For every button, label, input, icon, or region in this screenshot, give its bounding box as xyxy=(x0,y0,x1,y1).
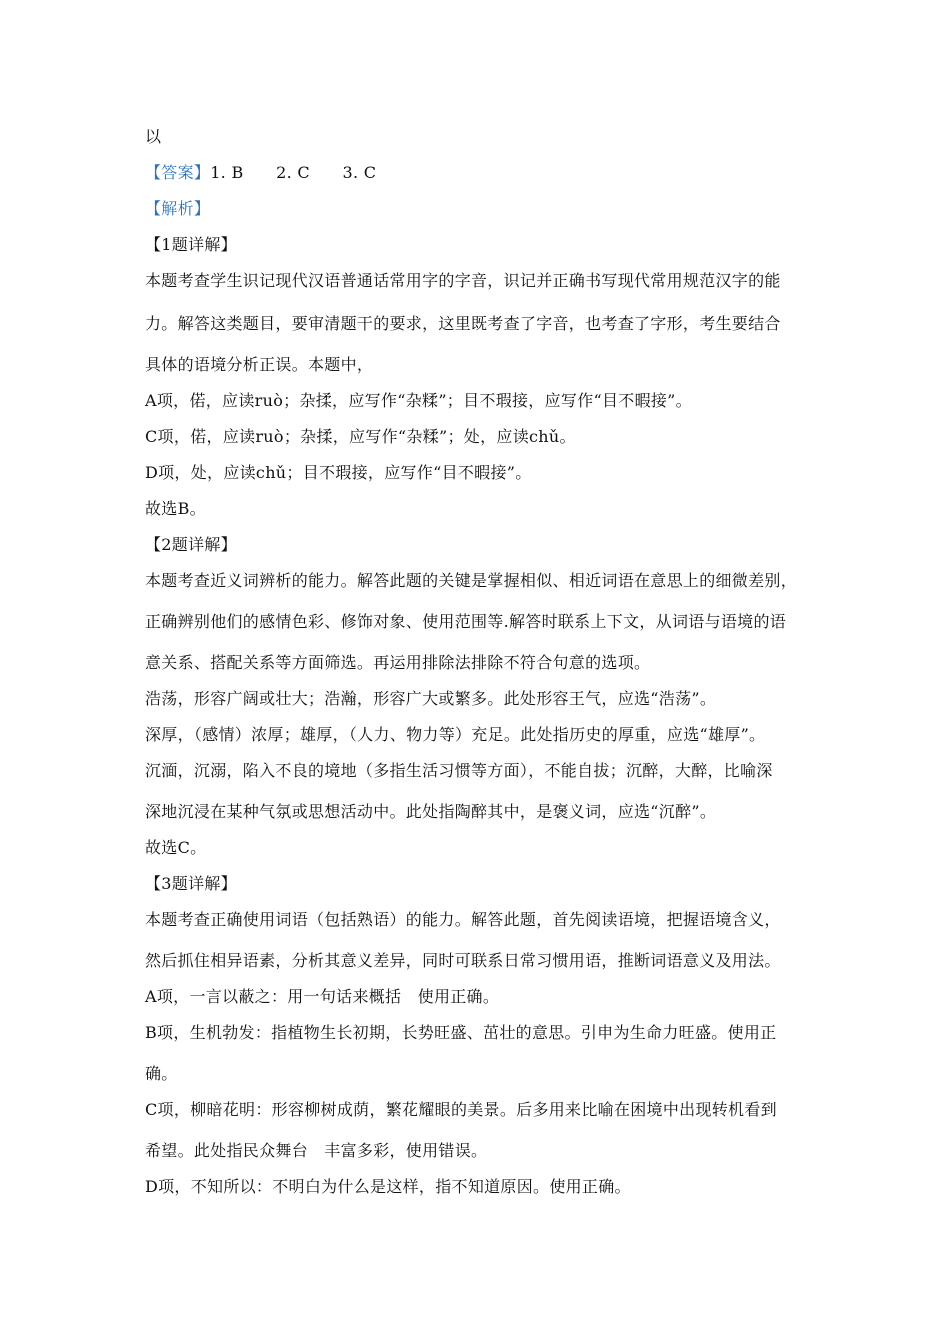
q1-paragraph-line: 力。解答这类题目，要审清题干的要求，这里既考查了字音，也考查了字形，考生要结合 xyxy=(145,314,781,333)
q3-option-a: A项，一言以蔽之：用一句话来概括 使用正确。 xyxy=(145,987,500,1006)
answer-line xyxy=(145,163,376,183)
answer-label: 【答案】 xyxy=(145,163,211,182)
q3-heading: 【3题详解】 xyxy=(145,874,237,893)
q2-item-line: 浩荡，形容广阔或壮大；浩瀚，形容广大或繁多。此处形容王气，应选“浩荡”。 xyxy=(145,689,717,708)
q3-option-c-continued: 希望。此处指民众舞台 丰富多彩，使用错误。 xyxy=(145,1141,488,1160)
q3-option-b: B项，生机勃发：指植物生长初期，长势旺盛、茁壮的意思。引申为生命力旺盛。使用正 xyxy=(145,1023,777,1042)
q1-option-a: A项，偌，应读ruò；杂揉，应写作“杂糅”；目不瑕接，应写作“目不暇接”。 xyxy=(145,391,692,410)
q2-item-line: 深厚，（感情）浓厚；雄厚，（人力、物力等）充足。此处指历史的厚重，应选“雄厚”。 xyxy=(145,725,766,744)
q2-heading: 【2题详解】 xyxy=(145,535,237,554)
q2-conclusion: 故选C。 xyxy=(145,838,207,857)
q3-option-b-continued: 确。 xyxy=(145,1064,178,1083)
q1-conclusion: 故选B。 xyxy=(145,499,206,518)
q1-paragraph-line: 本题考查学生识记现代汉语普通话常用字的字音，识记并正确书写现代常用规范汉字的能 xyxy=(145,271,781,290)
q1-heading: 【1题详解】 xyxy=(145,235,237,254)
answer-text: 1. B 2. C 3. C xyxy=(210,163,377,182)
q1-option-d: D项，处，应读chǔ；目不瑕接，应写作“目不暇接”。 xyxy=(145,463,532,482)
q1-option-c: C项，偌，应读ruò；杂揉，应写作“杂糅”；处，应读chǔ。 xyxy=(145,427,576,446)
q2-item-line: 沉湎，沉溺，陷入不良的境地（多指生活习惯等方面），不能自拔；沉醉，大醉，比喻深 xyxy=(145,761,773,780)
q2-item-line: 深地沉浸在某种气氛或思想活动中。此处指陶醉其中，是褒义词，应选“沉醉”。 xyxy=(145,802,717,821)
q2-paragraph-line: 正确辨别他们的感情色彩、修饰对象、使用范围等.解答时联系上下文，从词语与语境的语 xyxy=(145,612,787,631)
q2-paragraph-line: 本题考查近义词辨析的能力。解答此题的关键是掌握相似、相近词语在意思上的细微差别， xyxy=(145,571,798,590)
q3-paragraph-line: 然后抓住相异语素，分析其意义差异，同时可联系日常习惯用语，推断词语意义及用法。 xyxy=(145,951,781,970)
q2-paragraph-line: 意关系、搭配关系等方面筛选。再运用排除法排除不符合句意的选项。 xyxy=(145,653,651,672)
text-line-continuation: 以 xyxy=(145,127,162,146)
analysis-label: 【解析】 xyxy=(145,199,211,218)
q3-paragraph-line: 本题考查正确使用词语（包括熟语）的能力。解答此题，首先阅读语境，把握语境含义， xyxy=(145,910,781,929)
q3-option-d: D项，不知所以：不明白为什么是这样，指不知道原因。使用正确。 xyxy=(145,1177,631,1196)
q1-paragraph-line: 具体的语境分析正误。本题中， xyxy=(145,355,374,374)
q3-option-c: C项，柳暗花明：形容柳树成荫，繁花耀眼的美景。后多用来比喻在困境中出现转机看到 xyxy=(145,1100,777,1119)
